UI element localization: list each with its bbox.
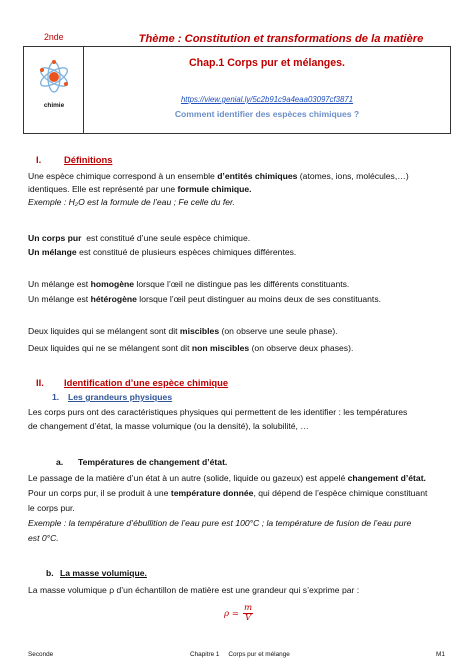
text: Le passage de la matière d’un état à un autre (solide, liquide ou gazeux) est appelé: [28, 473, 348, 483]
chapter-title: Chap.1 Corps pur et mélanges.: [189, 57, 345, 69]
subsection-1-number: 1.: [52, 392, 60, 402]
subsection-a-number: a.: [56, 457, 64, 467]
changement-etat-line-1: [28, 473, 448, 484]
term-formule-chimique: formule chimique.: [177, 184, 252, 194]
formula-numerator: m: [244, 603, 253, 613]
text: lorsque l’œil ne distingue pas les différents constituants.: [134, 279, 350, 289]
example-water-temperatures-2: est 0°C.: [28, 533, 59, 543]
subsection-1-heading: [52, 392, 172, 403]
footer-left: Seconde: [28, 651, 54, 658]
subsection-b-heading: [46, 568, 147, 579]
section-2-title: Identification d’une espèce chimique: [64, 377, 229, 388]
text: Deux liquides qui ne se mélangent sont dit: [28, 343, 192, 353]
level-label: 2nde: [44, 32, 64, 42]
text: (atomes, ions, molécules,…): [297, 171, 409, 181]
text: Pour un corps pur, il se produit à une: [28, 488, 171, 498]
corps-pur-definition: [28, 233, 448, 244]
subsection-b-number: b.: [46, 568, 54, 578]
definition-line-1: [28, 171, 448, 182]
example-water-iron: Exemple : H₂O est la formule de l’eau ; Fe celle du fer.: [28, 197, 235, 207]
formula-lhs: ρ =: [224, 608, 239, 619]
chapter-question: Comment identifier des espèces chimiques ?: [174, 109, 360, 119]
text: Un mélange est: [28, 279, 91, 289]
masse-volumique-definition: La masse volumique ρ d’un échantillon de matière est une grandeur qui s’exprime par :: [28, 585, 360, 595]
section-2-number: II.: [36, 377, 44, 388]
term-changement-etat: changement d’état.: [347, 473, 426, 483]
homogene-definition: [28, 279, 448, 290]
genially-link[interactable]: https://view.genial.ly/5c2b91c9a4eaa03097cf3871: [180, 95, 354, 104]
non-miscibles-definition: [28, 343, 448, 354]
subsection-1-title: Les grandeurs physiques: [68, 392, 173, 402]
text: identiques. Elle est représenté par une: [28, 184, 178, 194]
term-non-miscibles: non miscibles: [191, 343, 250, 353]
density-formula: [224, 604, 253, 624]
text: (on observe une seule phase).: [219, 326, 338, 336]
text: lorsque l’œil peut distinguer au moins deux de ses constituants.: [136, 294, 382, 304]
changement-etat-line-3: le corps pur.: [28, 503, 75, 513]
section-1-title: Définitions: [64, 154, 113, 165]
footer-page-label: M1: [436, 651, 445, 658]
atom-icon: [36, 57, 72, 97]
definition-line-2: [28, 184, 448, 195]
chapter-info-cell: [84, 47, 450, 133]
theme-title: Thème : Constitution et transformations de la matière: [138, 33, 424, 45]
text: , qui dépend de l’espèce chimique constituant: [253, 488, 428, 498]
text: est constitué de plusieurs espèces chimiques différentes.: [76, 247, 297, 257]
text: Un mélange est: [28, 294, 91, 304]
subsection-b-title: La masse volumique.: [60, 568, 147, 578]
section-2-heading: [36, 377, 228, 389]
subsection-a-heading: [56, 457, 227, 468]
section-1-number: I.: [36, 154, 42, 165]
physical-properties-intro-1: Les corps purs ont des caractéristiques physiques qui permettent de les identifier : les températures: [28, 407, 408, 417]
footer-center: Chapitre 1 Corps pur et mélange: [190, 651, 290, 658]
physical-properties-intro-2: de changement d’état, la masse volumique (ou la densité), la solubilité, …: [28, 421, 309, 431]
term-homogene: homogène: [90, 279, 135, 289]
logo-label: chimie: [43, 102, 65, 109]
subsection-a-title: Températures de changement d’état.: [78, 457, 228, 467]
text: Deux liquides qui se mélangent sont dit: [28, 326, 180, 336]
text: Une espèce chimique correspond à un ensemble: [28, 171, 218, 181]
term-miscibles: miscibles: [179, 326, 220, 336]
miscibles-definition: [28, 326, 448, 337]
changement-etat-line-2: [28, 488, 448, 499]
term-melange: Un mélange: [28, 247, 77, 257]
text: (on observe deux phases).: [249, 343, 354, 353]
heterogene-definition: [28, 294, 448, 305]
chapter-header-box: [23, 46, 451, 134]
formula-denominator: V: [244, 613, 252, 624]
term-temperature-donnee: température donnée: [170, 488, 254, 498]
text: est constitué d’une seule espèce chimique.: [81, 233, 251, 243]
term-heterogene: hétérogène: [90, 294, 137, 304]
term-entites-chimiques: d’entités chimiques: [217, 171, 298, 181]
example-water-temperatures-1: Exemple : la température d’ébullition de l’eau pure est 100°C ; la température de fusion de l’eau pure: [28, 518, 412, 528]
section-1-heading: [36, 154, 112, 166]
formula-fraction: [243, 604, 253, 624]
logo-cell: [24, 47, 84, 133]
melange-definition: [28, 247, 448, 258]
term-corps-pur: Un corps pur: [28, 233, 82, 243]
